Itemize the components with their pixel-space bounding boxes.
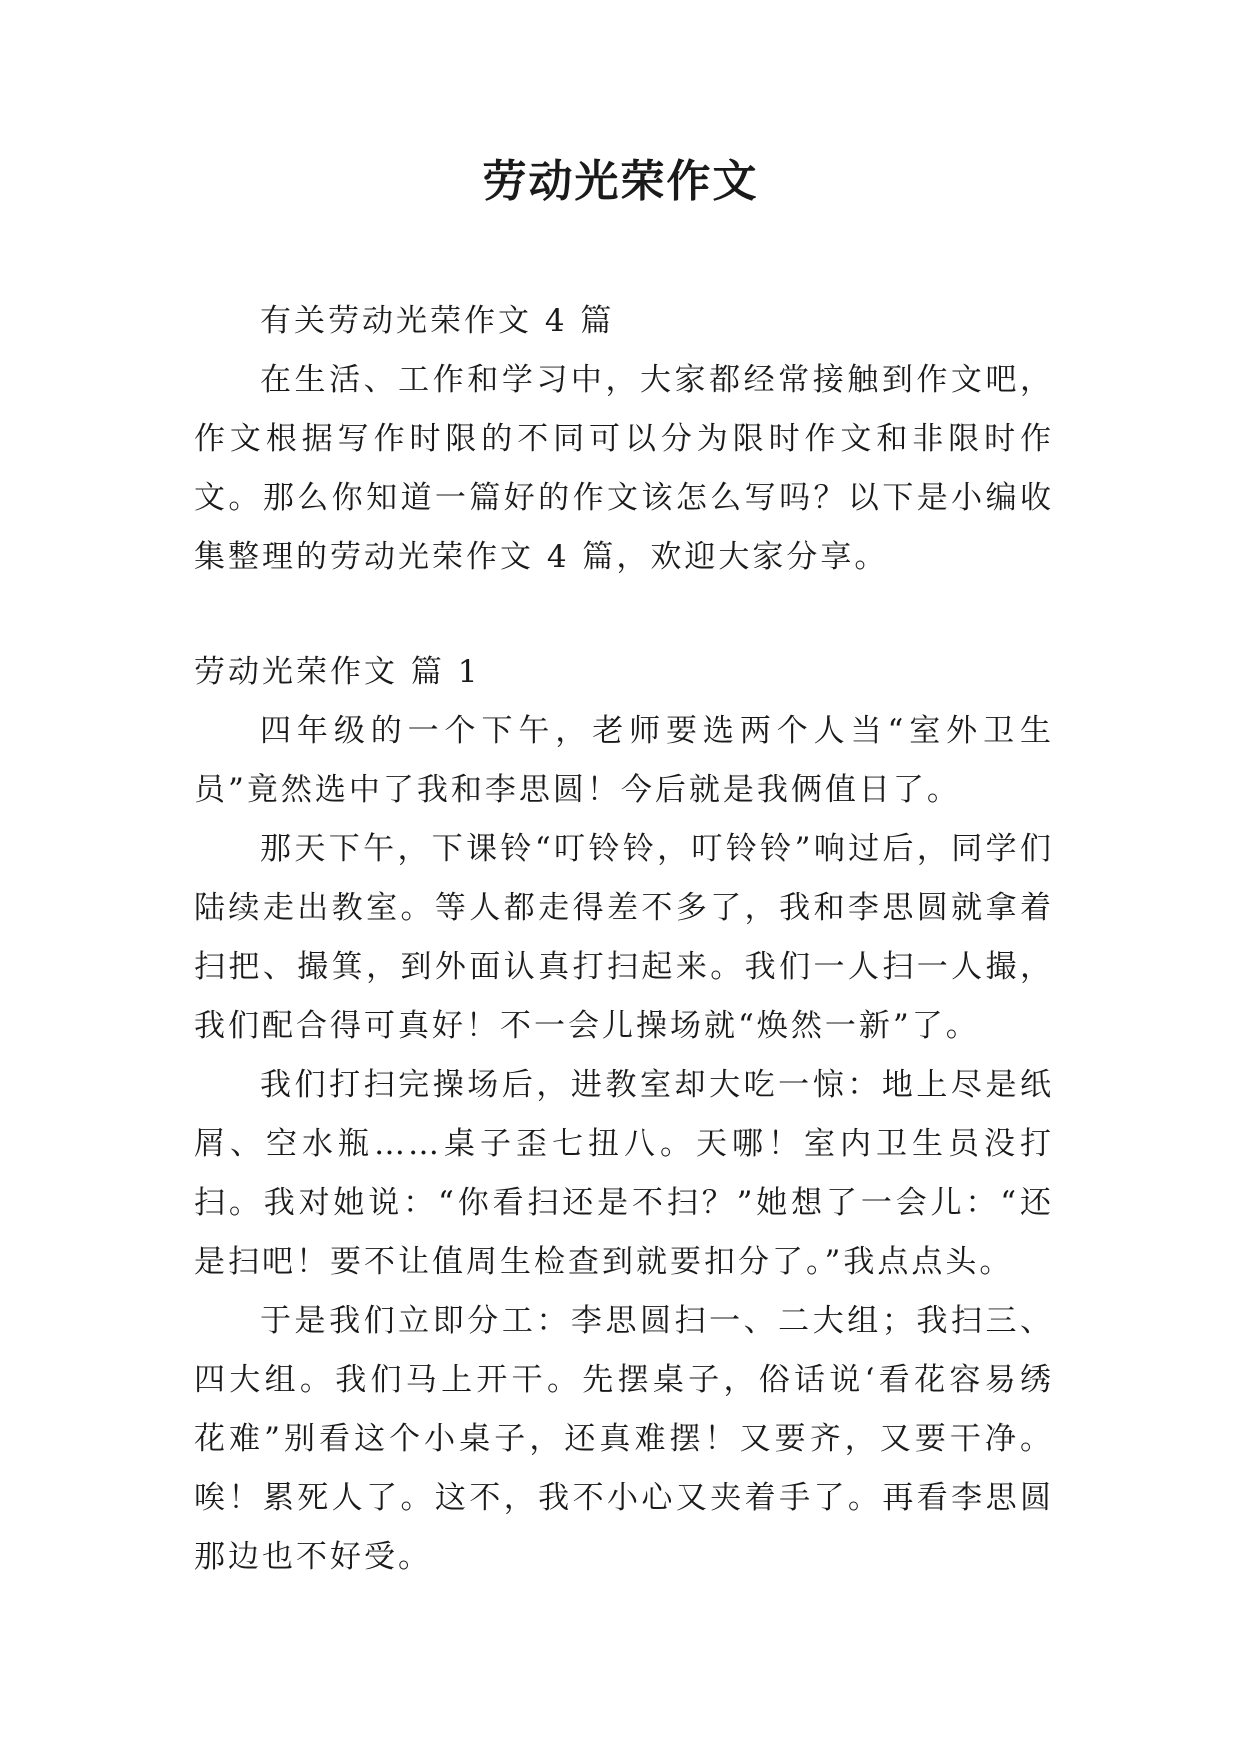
essay-paragraph-3: 我们打扫完操场后，进教室却大吃一惊：地上尽是纸屑、空水瓶……桌子歪七扭八。天哪！室内卫生员没打扫。我对她说：“你看扫还是不扫？”她想了一会儿：“还是扫吧！要不让值周生检查到就要扣分了。”我点点头。 bbox=[194, 1067, 1054, 1280]
document-body bbox=[194, 292, 1054, 1587]
essay-paragraph-2: 那天下午，下课铃“叮铃铃，叮铃铃”响过后，同学们陆续走出教室。等人都走得差不多了，我和李思圆就拿着扫把、撮箕，到外面认真打扫起来。我们一人扫一人撮，我们配合得可真好！不一会儿操场就“焕然一新”了。 bbox=[194, 831, 1054, 1044]
section-gap bbox=[194, 587, 1054, 643]
section-heading: 劳动光荣作文 篇 1 bbox=[194, 654, 481, 690]
intro-paragraph: 在生活、工作和学习中，大家都经常接触到作文吧，作文根据写作时限的不同可以分为限时作文和非限时作文。那么你知道一篇好的作文该怎么写吗？以下是小编收集整理的劳动光荣作文 4 篇，欢迎大家分享。 bbox=[194, 362, 1054, 575]
essay-paragraph-1: 四年级的一个下午，老师要选两个人当“室外卫生员”竟然选中了我和李思圆！今后就是我俩值日了。 bbox=[194, 713, 1054, 808]
document-subtitle: 有关劳动光荣作文 4 篇 bbox=[260, 303, 615, 339]
document-title: 劳动光荣作文 bbox=[482, 156, 759, 207]
essay-paragraph-4: 于是我们立即分工：李思圆扫一、二大组；我扫三、四大组。我们马上开干。先摆桌子，俗话说‘看花容易绣花难”别看这个小桌子，还真难摆！又要齐，又要干净。唉！累死人了。这不，我不小心又夹着手了。再看李思圆那边也不好受。 bbox=[194, 1303, 1054, 1575]
